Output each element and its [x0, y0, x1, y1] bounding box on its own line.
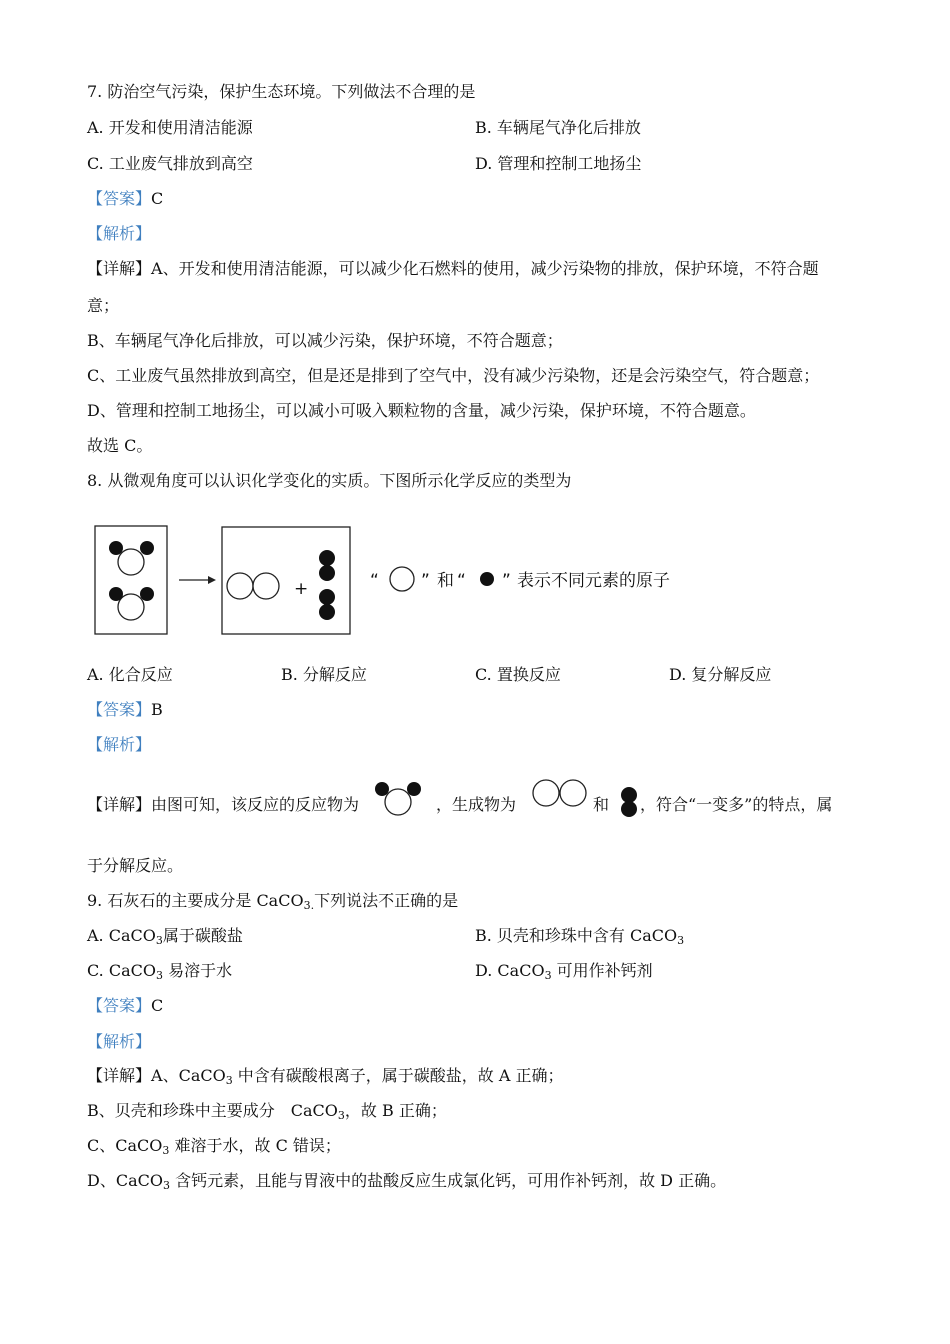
- q7-option-d: D. 管理和控制工地扬尘: [475, 154, 642, 173]
- subscript: 3: [544, 969, 552, 982]
- q7-stem: 7. 防治空气污染，保护生态环境。下列做法不合理的是: [87, 82, 476, 101]
- q7-option-a: A. 开发和使用清洁能源: [87, 118, 253, 137]
- stem-text: 下列说法不正确的是: [314, 891, 459, 910]
- option-text: 易溶于水: [162, 961, 233, 980]
- subscript: 3.: [303, 899, 315, 912]
- q8-answer: [87, 700, 163, 720]
- q7-detail-line-3: B、车辆尾气净化后排放，可以减少污染，保护环境，不符合题意；: [87, 331, 563, 350]
- q9-answer: [87, 996, 163, 1016]
- q7-detail-line-5: D、管理和控制工地扬尘，可以减小可吸入颗粒物的含量，减少污染，保护环境，不符合题意。: [87, 401, 756, 420]
- white-atom: [118, 594, 144, 620]
- option-text: C. CaCO: [87, 961, 156, 980]
- option-text: D. CaCO: [475, 961, 545, 980]
- white-atom: [253, 573, 279, 599]
- legend-open-quote-2: “: [457, 571, 466, 591]
- black-atom: [319, 589, 335, 605]
- q9-analysis-tag: 【解析】: [87, 1032, 152, 1051]
- option-text: 属于碳酸盐: [162, 926, 243, 945]
- option-text: 可用作补钙剂: [551, 961, 653, 980]
- subscript: 3: [155, 969, 163, 982]
- answer-value: C: [151, 189, 164, 208]
- q8-detail-part-3: 和: [593, 795, 610, 814]
- inline-reactant-molecule: [375, 782, 421, 815]
- white-atom: [560, 780, 586, 806]
- black-atom: [140, 541, 154, 555]
- q8-option-b: B. 分解反应: [281, 665, 367, 684]
- q8-option-d: D. 复分解反应: [669, 665, 772, 684]
- black-atom: [407, 782, 421, 796]
- product-black-molecule-2: [319, 589, 335, 620]
- black-atom: [109, 587, 123, 601]
- diagram-legend: [370, 567, 670, 591]
- answer-value: B: [151, 700, 163, 719]
- black-atom: [319, 550, 335, 566]
- q8-detail-part-4: ，符合“一变多”的特点，属: [640, 795, 833, 814]
- detail-tag: 【详解】: [87, 795, 152, 814]
- black-atom: [319, 565, 335, 581]
- q9-detail-line-4: [87, 1171, 726, 1191]
- subscript: 3: [162, 1144, 170, 1157]
- answer-tag: 【答案】: [87, 189, 152, 208]
- detail-text: D、CaCO: [87, 1171, 163, 1190]
- q9-option-a: [87, 926, 243, 946]
- inline-product-white-molecule: [533, 780, 586, 806]
- detail-text: B、贝壳和珍珠中主要成分 CaCO: [87, 1101, 338, 1120]
- white-atom: [118, 549, 144, 575]
- black-atom: [109, 541, 123, 555]
- product-black-molecule-1: [319, 550, 335, 581]
- q8-stem: 8. 从微观角度可以认识化学变化的实质。下图所示化学反应的类型为: [87, 471, 572, 490]
- detail-text: ，故 B 正确；: [344, 1101, 447, 1120]
- answer-value: C: [151, 996, 164, 1015]
- q9-option-d: [475, 961, 653, 981]
- option-text: A. CaCO: [87, 926, 156, 945]
- answer-tag: 【答案】: [87, 996, 152, 1015]
- detail-text: A、CaCO: [151, 1066, 226, 1085]
- detail-text: 中含有碳酸根离子，属于碳酸盐，故 A 正确；: [232, 1066, 564, 1085]
- legend-close-quote-1: ”: [421, 571, 430, 591]
- subscript: 3: [337, 1109, 345, 1122]
- q7-analysis-tag: 【解析】: [87, 224, 152, 243]
- q7-detail-line-6: 故选 C。: [87, 436, 153, 455]
- q9-detail-line-2: [87, 1101, 447, 1121]
- detail-tag: 【详解】: [87, 259, 152, 278]
- legend-and: 和: [437, 571, 454, 591]
- q8-option-a: A. 化合反应: [87, 665, 173, 684]
- plus-sign: +: [294, 579, 309, 599]
- detail-text: 含钙元素，且能与胃液中的盐酸反应生成氯化钙，可用作补钙剂，故 D 正确。: [169, 1171, 727, 1190]
- q9-option-b: [475, 926, 684, 946]
- q7-option-b: B. 车辆尾气净化后排放: [475, 118, 641, 137]
- q8-option-c: C. 置换反应: [475, 665, 561, 684]
- legend-open-quote-1: “: [370, 571, 379, 591]
- q9-option-c: [87, 961, 232, 981]
- white-atom: [227, 573, 253, 599]
- legend-white-atom: [390, 567, 414, 591]
- legend-black-atom: [480, 572, 494, 586]
- q9-detail-line-1: [87, 1066, 564, 1086]
- detail-tag: 【详解】: [87, 1066, 152, 1085]
- detail-text: 难溶于水，故 C 错误；: [169, 1136, 341, 1155]
- q7-detail-line-4: C、工业废气虽然排放到高空，但是还是排到了空气中，没有减少污染物，还是会污染空气，符合题意；: [87, 366, 820, 385]
- subscript: 3: [225, 1074, 233, 1087]
- product-white-molecule: [227, 573, 279, 599]
- black-atom: [375, 782, 389, 796]
- subscript: 3: [155, 934, 163, 947]
- q8-detail-tag-and-lead: [87, 795, 359, 815]
- q7-detail-line-2: 意；: [87, 296, 120, 315]
- white-atom: [385, 789, 411, 815]
- reaction-arrow: [179, 576, 216, 584]
- q9-stem: [87, 891, 458, 911]
- black-atom: [621, 787, 637, 803]
- q9-detail-line-3: [87, 1136, 341, 1156]
- detail-text: A、开发和使用清洁能源，可以减少化石燃料的使用，减少污染物的排放，保护环境，不符合题: [151, 259, 819, 278]
- q8-detail-line-2: 于分解反应。: [87, 856, 184, 875]
- black-atom: [140, 587, 154, 601]
- q8-detail-part-2: ，生成物为: [436, 795, 517, 814]
- answer-tag: 【答案】: [87, 700, 152, 719]
- black-atom: [621, 801, 637, 817]
- detail-text: 由图可知，该反应的反应物为: [151, 795, 360, 814]
- reactant-molecule-1: [109, 541, 154, 575]
- reactant-molecule-2: [109, 587, 154, 620]
- q7-option-c: C. 工业废气排放到高空: [87, 154, 253, 173]
- white-atom: [533, 780, 559, 806]
- inline-product-black-molecule: [621, 787, 637, 817]
- legend-close-quote-2: ”: [502, 571, 511, 591]
- detail-text: C、CaCO: [87, 1136, 163, 1155]
- black-atom: [319, 604, 335, 620]
- option-text: B. 贝壳和珍珠中含有 CaCO: [475, 926, 678, 945]
- stem-text: 9. 石灰石的主要成分是 CaCO: [87, 891, 304, 910]
- subscript: 3: [162, 1179, 170, 1192]
- q8-analysis-tag: 【解析】: [87, 735, 152, 754]
- subscript: 3: [677, 934, 685, 947]
- legend-description: 表示不同元素的原子: [517, 571, 670, 591]
